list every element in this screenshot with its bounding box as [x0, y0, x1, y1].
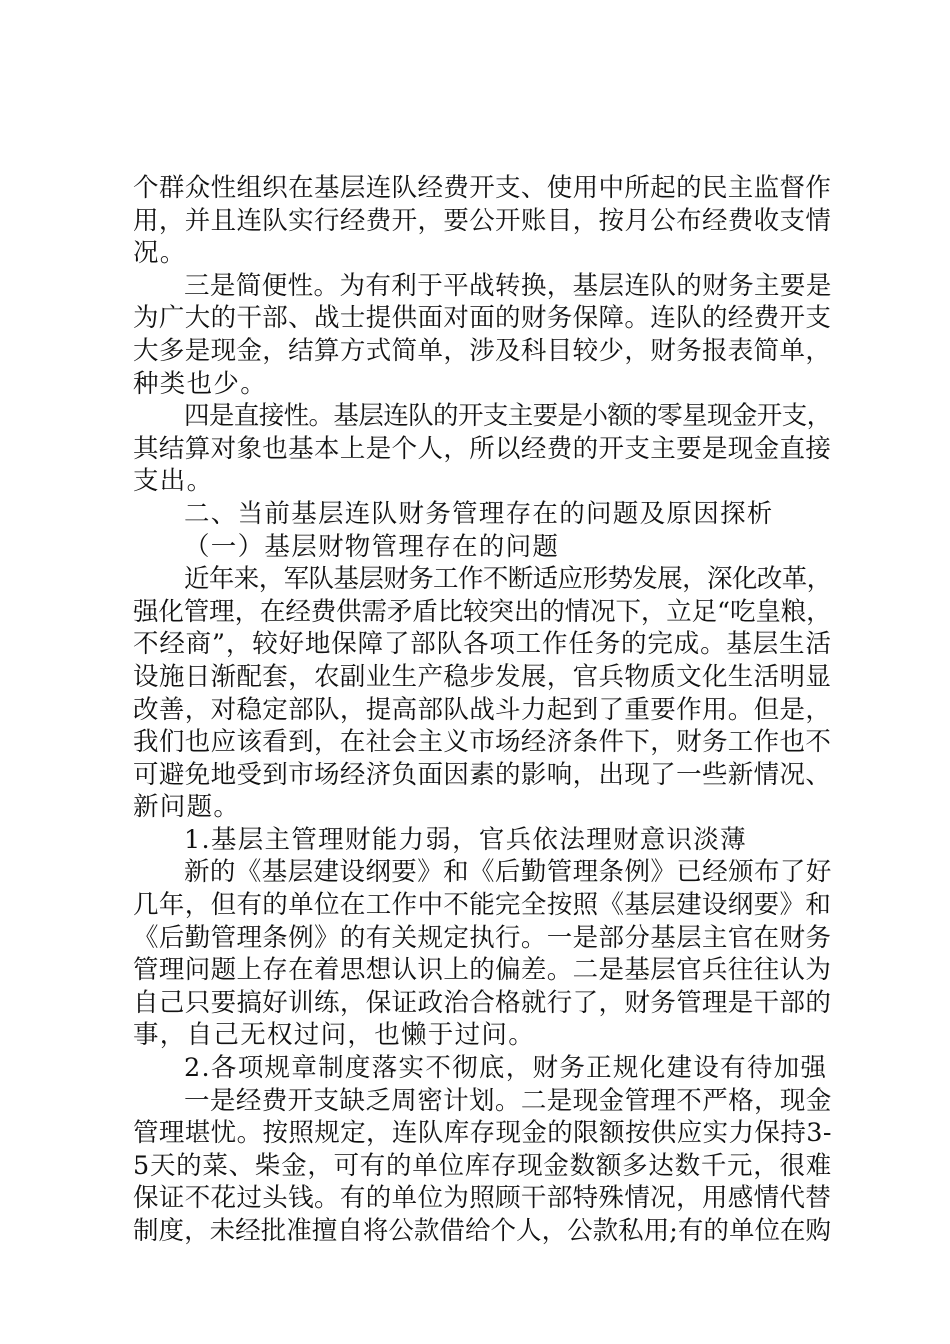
text-line: 保证不花过头钱。有的单位为照顾干部特殊情况，用感情代替 [133, 1183, 832, 1214]
text-line: 改善，对稳定部队，提高部队战斗力起到了重要作用。但是， [133, 694, 832, 725]
document-body [133, 172, 833, 1248]
text-line: 不经商”，较好地保障了部队各项工作任务的完成。基层生活 [133, 629, 832, 660]
text-line: 个群众性组织在基层连队经费开支、使用中所起的民主监督作 [133, 173, 832, 203]
text-line: 用，并且连队实行经费开，要公开账目，按月公布经费收支情 [133, 205, 832, 236]
text-line: 自己只要搞好训练，保证政治合格就行了，财务管理是干部的 [133, 987, 832, 1018]
text-line: 支出。 [133, 466, 214, 497]
text-line: 管理问题上存在着思想认识上的偏差。二是基层官兵往往认为 [133, 955, 832, 986]
text-line: 其结算对象也基本上是个人，所以经费的开支主要是现金直接 [133, 433, 832, 464]
text-line: 近年来，军队基层财务工作不断适应形势发展，深化改革， [184, 564, 832, 595]
text-line: 三是简便性。为有利于平战转换，基层连队的财务主要是 [184, 270, 832, 301]
text-line: 一是经费开支缺乏周密计划。二是现金管理不严格，现金 [184, 1085, 832, 1116]
text-line: 况。 [133, 238, 187, 269]
text-line: 几年，但有的单位在工作中不能完全按照《基层建设纲要》和 [133, 890, 832, 921]
text-line: 2.各项规章制度落实不彻底，财务正规化建设有待加强 [184, 1053, 828, 1084]
text-line: 强化管理，在经费供需矛盾比较突出的情况下，立足“吃皇粮， [133, 596, 832, 627]
text-line: 可避免地受到市场经济负面因素的影响，出现了一些新情况、 [133, 759, 832, 790]
text-line: 《后勤管理条例》的有关规定执行。一是部分基层主官在财务 [133, 922, 832, 953]
text-line: 新的《基层建设纲要》和《后勤管理条例》已经颁布了好 [184, 857, 832, 888]
text-line: （一）基层财物管理存在的问题 [184, 531, 560, 562]
text-line: 为广大的干部、战士提供面对面的财务保障。连队的经费开支 [133, 303, 832, 334]
text-line: 设施日渐配套，农副业生产稳步发展，官兵物质文化生活明显 [133, 661, 832, 692]
text-line: 我们也应该看到，在社会主义市场经济条件下，财务工作也不 [133, 727, 832, 758]
text-line: 管理堪忧。按照规定，连队库存现金的限额按供应实力保持3- [133, 1118, 832, 1149]
text-line: 事，自己无权过问，也懒于过问。 [133, 1020, 536, 1051]
text-line: 新问题。 [133, 792, 241, 823]
text-line: 1.基层主管理财能力弱，官兵依法理财意识淡薄 [184, 824, 747, 855]
text-line: 种类也少。 [133, 368, 268, 399]
text-line: 大多是现金，结算方式简单，涉及科目较少，财务报表简单， [133, 335, 832, 366]
text-line: 四是直接性。基层连队的开支主要是小额的零星现金开支， [184, 401, 832, 432]
text-line: 制度，未经批准擅自将公款借给个人，公款私用;有的单位在购 [133, 1216, 832, 1246]
text-line: 5天的菜、柴金，可有的单位库存现金数额多达数千元，很难 [133, 1150, 832, 1181]
text-line: 二、当前基层连队财务管理存在的问题及原因探析 [184, 498, 774, 529]
